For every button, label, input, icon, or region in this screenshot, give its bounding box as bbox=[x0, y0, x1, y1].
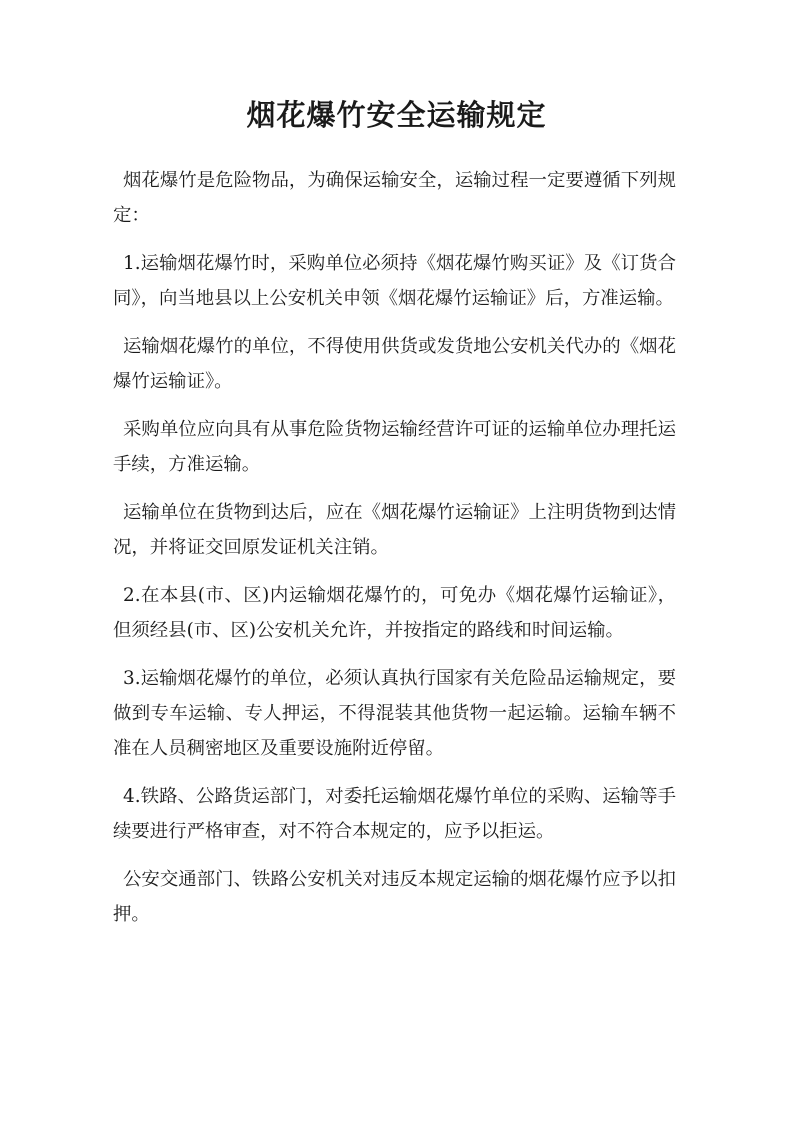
intro-paragraph: 烟花爆竹是危险物品，为确保运输安全，运输过程一定要遵循下列规定： bbox=[113, 170, 676, 226]
rule-1-detail-paragraph: 运输烟花爆竹的单位，不得使用供货或发货地公安机关代办的《烟花爆竹运输证》。 bbox=[113, 336, 676, 392]
rule-1-paragraph: 1.运输烟花爆竹时，采购单位必须持《烟花爆竹购买证》及《订货合同》，向当地县以上公安机关申领《烟花爆竹运输证》后，方准运输。 bbox=[113, 253, 676, 309]
document-body bbox=[113, 163, 676, 945]
rule-2-paragraph: 2.在本县(市、区)内运输烟花爆竹的，可免办《烟花爆竹运输证》，但须经县(市、区)公安机关允许，并按指定的路线和时间运输。 bbox=[113, 585, 676, 641]
rule-1-consignment-paragraph: 采购单位应向具有从事危险货物运输经营许可证的运输单位办理托运手续，方准运输。 bbox=[113, 419, 676, 475]
rule-4-paragraph: 4.铁路、公路货运部门，对委托运输烟花爆竹单位的采购、运输等手续要进行严格审查，对不符合本规定的，应予以拒运。 bbox=[113, 786, 676, 842]
enforcement-paragraph: 公安交通部门、铁路公安机关对违反本规定运输的烟花爆竹应予以扣押。 bbox=[113, 869, 676, 925]
document-title: 烟花爆竹安全运输规定 bbox=[246, 98, 547, 132]
rule-1-arrival-paragraph: 运输单位在货物到达后，应在《烟花爆竹运输证》上注明货物到达情况，并将证交回原发证机关注销。 bbox=[113, 502, 676, 558]
rule-3-paragraph: 3.运输烟花爆竹的单位，必须认真执行国家有关危险品运输规定，要做到专车运输、专人押运，不得混装其他货物一起运输。运输车辆不准在人员稠密地区及重要设施附近停留。 bbox=[113, 668, 676, 759]
